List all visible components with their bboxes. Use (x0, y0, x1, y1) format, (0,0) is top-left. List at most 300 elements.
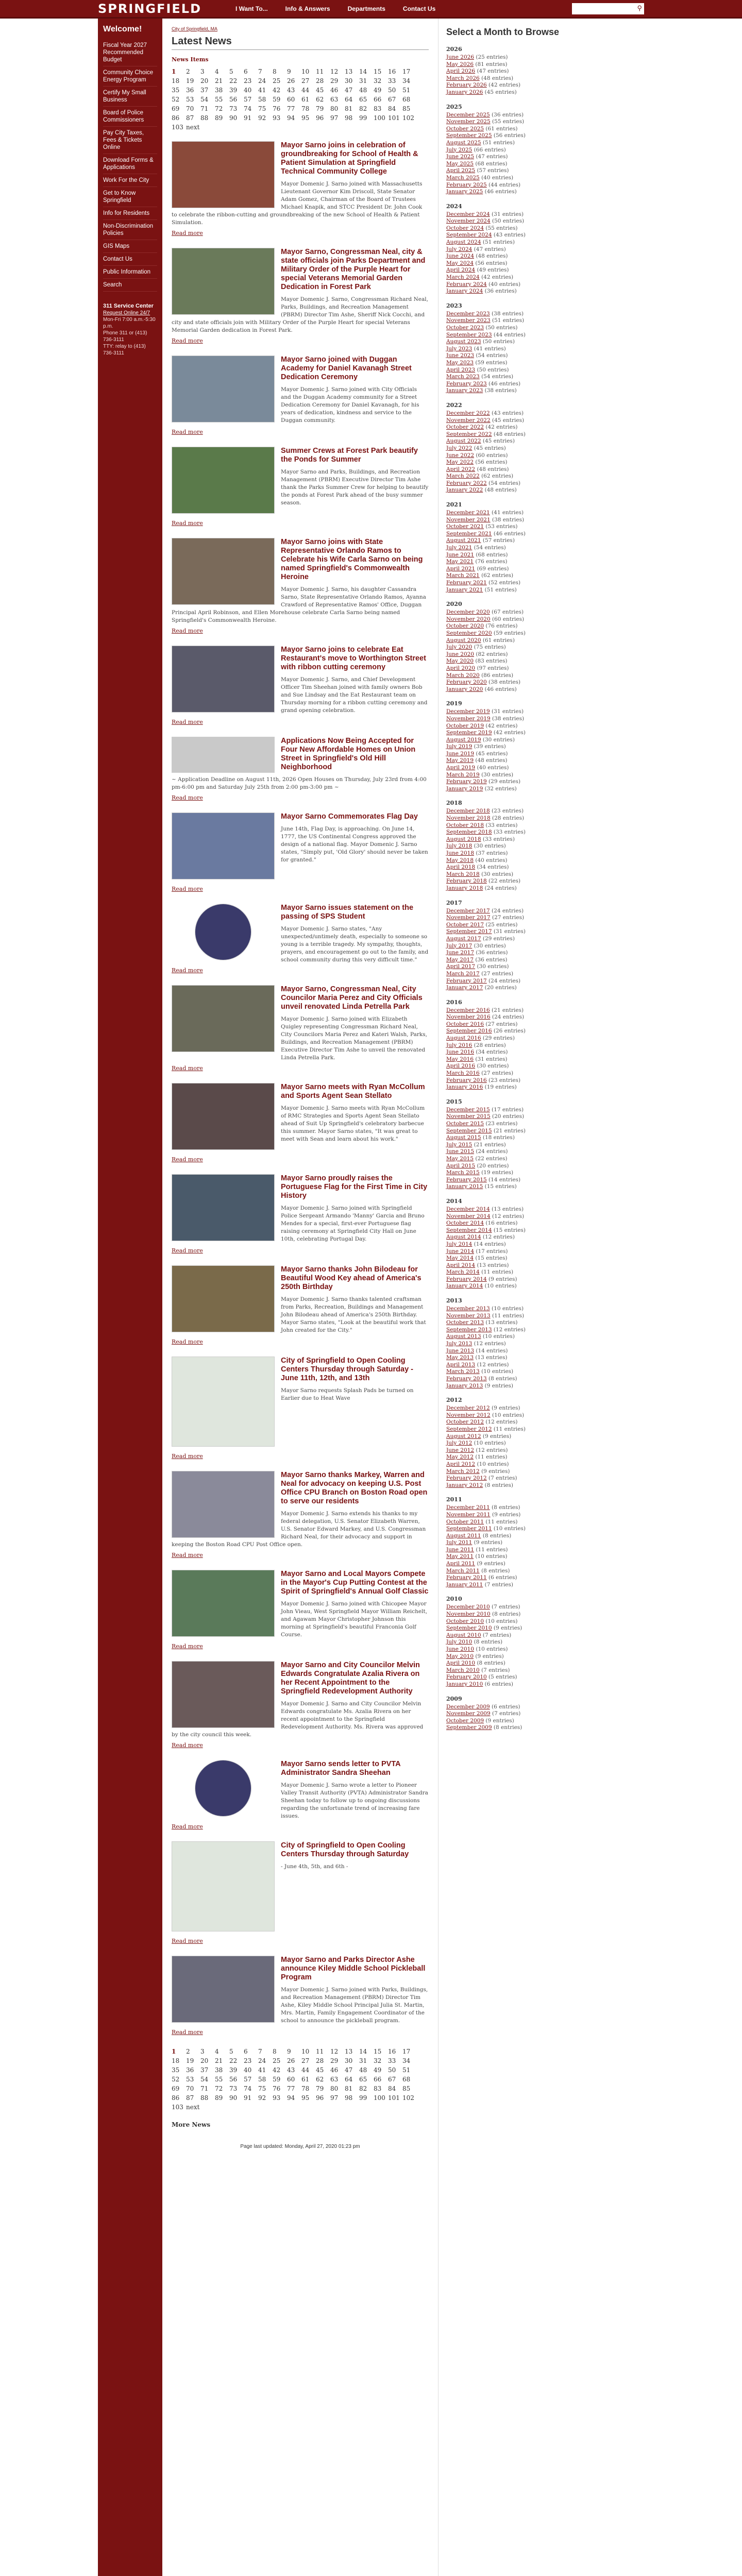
page-number[interactable]: 9 (287, 68, 291, 75)
archive-month-link[interactable]: January 2021 (446, 586, 483, 593)
archive-month-link[interactable]: February 2011 (446, 1574, 487, 1581)
page-number[interactable]: 27 (301, 77, 310, 84)
news-title-link[interactable]: Mayor Sarno proudly raises the Portuguese Flag for the First Time in City History (281, 1174, 428, 1200)
page-link[interactable] (402, 2065, 417, 2075)
page-link[interactable] (244, 104, 258, 113)
page-link[interactable] (287, 2047, 301, 2056)
archive-month-link[interactable]: January 2026 (446, 89, 483, 95)
archive-month-link[interactable]: November 2021 (446, 516, 491, 523)
archive-month-link[interactable]: February 2020 (446, 679, 487, 686)
archive-month-link[interactable]: June 2018 (446, 850, 475, 856)
archive-month-link[interactable]: March 2010 (446, 1667, 480, 1673)
page-number[interactable]: 13 (345, 2048, 353, 2055)
page-number[interactable]: 13 (345, 68, 353, 75)
page-number[interactable]: 67 (388, 96, 396, 103)
page-number[interactable]: 32 (374, 77, 382, 84)
page-link[interactable] (345, 113, 359, 123)
page-number[interactable]: 65 (359, 2076, 367, 2083)
news-title-link[interactable]: Applications Now Being Accepted for Four New Affordable Homes on Union Street in Springfield's Old Hill Neighborhood (281, 737, 416, 771)
archive-month-link[interactable]: August 2023 (446, 338, 481, 345)
page-number[interactable]: 40 (244, 87, 252, 94)
page-number[interactable]: 34 (402, 77, 411, 84)
archive-month-link[interactable]: May 2017 (446, 956, 474, 963)
page-link[interactable] (287, 2093, 301, 2103)
read-more-link[interactable]: Read more (172, 1156, 203, 1163)
search-icon[interactable]: ⚲ (637, 5, 642, 12)
archive-month-link[interactable]: July 2011 (446, 1539, 473, 1546)
page-link[interactable] (258, 2047, 273, 2056)
page-number[interactable]: 97 (330, 114, 339, 122)
archive-month-link[interactable]: March 2020 (446, 672, 480, 679)
page-number[interactable]: 62 (316, 2076, 324, 2083)
page-link[interactable] (244, 2056, 258, 2065)
page-number[interactable]: 7 (258, 2048, 262, 2055)
archive-month-link[interactable]: January 2011 (446, 1581, 483, 1588)
search-input[interactable] (572, 3, 644, 14)
archive-month-link[interactable]: June 2025 (446, 154, 475, 160)
archive-month-link[interactable]: January 2016 (446, 1084, 483, 1091)
archive-month-link[interactable]: April 2020 (446, 665, 476, 671)
page-number[interactable]: 86 (172, 2094, 180, 2102)
page-link[interactable] (287, 113, 301, 123)
archive-month-link[interactable]: December 2014 (446, 1206, 490, 1212)
page-link[interactable] (316, 2084, 330, 2093)
page-number[interactable]: 96 (316, 114, 324, 122)
page-link[interactable] (229, 67, 244, 76)
page-number[interactable]: 93 (273, 114, 281, 122)
archive-month-link[interactable]: March 2013 (446, 1368, 480, 1375)
page-link[interactable] (200, 2084, 215, 2093)
archive-month-link[interactable]: December 2021 (446, 510, 490, 516)
page-number[interactable]: 2 (186, 2048, 190, 2055)
page-link[interactable] (359, 86, 374, 95)
archive-month-link[interactable]: April 2023 (446, 366, 476, 373)
news-title-link[interactable]: Mayor Sarno, Congressman Neal, City Councilor Maria Perez and City Officials unveil renovated Linda Petrella Park (281, 985, 423, 1011)
archive-month-link[interactable]: January 2024 (446, 288, 483, 295)
page-link[interactable] (330, 2047, 345, 2056)
news-title-link[interactable]: Mayor Sarno and Parks Director Ashe announce Kiley Middle School Pickleball Program (281, 1956, 426, 1981)
page-link[interactable] (330, 113, 345, 123)
page-link[interactable] (402, 104, 417, 113)
page-number[interactable]: 47 (345, 87, 353, 94)
archive-month-link[interactable]: May 2016 (446, 1056, 474, 1062)
page-number[interactable]: 43 (287, 2066, 295, 2074)
archive-month-link[interactable]: January 2010 (446, 1681, 483, 1687)
archive-month-link[interactable]: November 2009 (446, 1710, 491, 1717)
page-number[interactable]: 82 (359, 2085, 367, 2092)
page-link[interactable] (330, 2056, 345, 2065)
page-number[interactable]: 10 (301, 68, 310, 75)
page-link[interactable] (316, 2056, 330, 2065)
page-number[interactable]: 7 (258, 68, 262, 75)
page-number[interactable]: 80 (330, 2085, 339, 2092)
sidebar-item-link[interactable]: Certify My Small Business (103, 87, 157, 107)
page-number[interactable]: 81 (345, 2085, 353, 2092)
read-more-link[interactable]: Read more (172, 230, 203, 236)
page-link[interactable] (273, 2047, 287, 2056)
page-link[interactable] (273, 2065, 287, 2075)
page-link[interactable] (258, 67, 273, 76)
page-link[interactable] (229, 2084, 244, 2093)
request-online-link[interactable]: Request Online 24/7 (103, 310, 150, 316)
archive-month-link[interactable]: November 2025 (446, 118, 491, 125)
archive-month-link[interactable]: September 2025 (446, 132, 492, 139)
archive-month-link[interactable]: July 2025 (446, 146, 473, 153)
archive-month-link[interactable]: March 2026 (446, 75, 480, 81)
page-number[interactable]: 16 (388, 68, 396, 75)
page-number[interactable]: 94 (287, 114, 295, 122)
page-link[interactable] (388, 113, 402, 123)
sidebar-item-link[interactable]: Fiscal Year 2027 Recommended Budget (103, 39, 157, 66)
page-number[interactable]: 45 (316, 2066, 324, 2074)
page-link[interactable] (287, 2056, 301, 2065)
page-link[interactable] (316, 2075, 330, 2084)
archive-month-link[interactable]: May 2018 (446, 857, 474, 863)
archive-month-link[interactable]: September 2015 (446, 1127, 492, 1134)
news-thumbnail[interactable] (172, 985, 275, 1052)
page-number[interactable]: 12 (330, 2048, 339, 2055)
archive-month-link[interactable]: May 2011 (446, 1553, 474, 1560)
page-number[interactable]: 24 (258, 77, 266, 84)
page-number[interactable]: 84 (388, 105, 396, 112)
page-number[interactable]: 21 (215, 2057, 223, 2064)
page-link[interactable] (215, 2084, 229, 2093)
archive-month-link[interactable]: March 2025 (446, 174, 480, 181)
page-link[interactable] (258, 2065, 273, 2075)
page-number[interactable]: 49 (374, 2066, 382, 2074)
page-link[interactable] (287, 2075, 301, 2084)
page-number[interactable]: 98 (345, 114, 353, 122)
archive-month-link[interactable]: June 2017 (446, 950, 475, 956)
news-title-link[interactable]: Mayor Sarno and City Councilor Melvin Edwards Congratulate Azalia Rivera on her Recent Appointment to the Springfield Redevelopment Authority (281, 1661, 420, 1696)
page-link[interactable] (287, 67, 301, 76)
page-link[interactable] (287, 95, 301, 104)
page-number[interactable]: 56 (229, 2076, 238, 2083)
page-number[interactable]: 99 (359, 114, 367, 122)
archive-month-link[interactable]: March 2011 (446, 1567, 480, 1574)
page-number[interactable]: 68 (402, 2076, 411, 2083)
page-link[interactable] (172, 95, 186, 104)
archive-month-link[interactable]: April 2014 (446, 1262, 476, 1268)
page-link[interactable] (229, 113, 244, 123)
page-number[interactable]: 91 (244, 114, 252, 122)
page-link[interactable] (186, 2093, 200, 2103)
archive-month-link[interactable]: November 2019 (446, 715, 491, 722)
page-number[interactable]: 91 (244, 2094, 252, 2102)
page-link[interactable] (215, 2047, 229, 2056)
page-number[interactable]: 23 (244, 77, 252, 84)
news-title-link[interactable]: City of Springfield to Open Cooling Centers Thursday through Saturday - June 11th, 12th, and 13th (281, 1357, 414, 1382)
page-link[interactable] (200, 2047, 215, 2056)
read-more-link[interactable]: Read more (172, 1823, 203, 1830)
page-number[interactable]: 52 (172, 2076, 180, 2083)
page-link[interactable] (374, 104, 388, 113)
page-number[interactable]: 46 (330, 87, 339, 94)
archive-month-link[interactable]: September 2019 (446, 730, 492, 736)
topnav-item[interactable]: Departments (347, 5, 385, 12)
archive-month-link[interactable]: December 2022 (446, 410, 490, 416)
archive-month-link[interactable]: August 2018 (446, 836, 481, 842)
page-number[interactable]: 86 (172, 114, 180, 122)
news-thumbnail[interactable] (172, 538, 275, 605)
page-number[interactable]: 43 (287, 87, 295, 94)
news-thumbnail[interactable] (172, 355, 275, 422)
page-number[interactable]: 4 (215, 2048, 219, 2055)
read-more-link[interactable]: Read more (172, 1338, 203, 1345)
page-number[interactable]: 79 (316, 105, 324, 112)
page-link[interactable] (388, 2075, 402, 2084)
page-link[interactable] (359, 2093, 374, 2103)
page-number[interactable]: 79 (316, 2085, 324, 2092)
archive-month-link[interactable]: October 2018 (446, 822, 484, 828)
page-number[interactable]: 17 (402, 2048, 411, 2055)
archive-month-link[interactable]: August 2022 (446, 438, 481, 445)
archive-month-link[interactable]: September 2012 (446, 1426, 492, 1432)
archive-month-link[interactable]: August 2020 (446, 637, 481, 643)
page-link[interactable] (258, 95, 273, 104)
archive-month-link[interactable]: December 2012 (446, 1405, 490, 1412)
page-link[interactable] (273, 104, 287, 113)
page-link[interactable] (388, 2093, 402, 2103)
page-number[interactable]: 81 (345, 105, 353, 112)
page-link[interactable] (172, 2093, 186, 2103)
news-thumbnail[interactable] (172, 1174, 275, 1241)
page-link[interactable] (301, 2056, 316, 2065)
page-number[interactable]: 97 (330, 2094, 339, 2102)
archive-month-link[interactable]: December 2010 (446, 1604, 490, 1611)
page-number[interactable]: 3 (200, 68, 205, 75)
archive-month-link[interactable]: October 2023 (446, 325, 484, 331)
archive-month-link[interactable]: May 2012 (446, 1454, 474, 1461)
page-number[interactable]: 80 (330, 105, 339, 112)
archive-month-link[interactable]: November 2014 (446, 1213, 491, 1219)
archive-month-link[interactable]: October 2016 (446, 1021, 484, 1027)
page-link[interactable] (215, 95, 229, 104)
page-link[interactable] (374, 76, 388, 86)
news-thumbnail[interactable] (172, 248, 275, 315)
archive-month-link[interactable]: September 2013 (446, 1326, 492, 1333)
archive-month-link[interactable]: October 2025 (446, 125, 484, 132)
news-title-link[interactable]: City of Springfield to Open Cooling Centers Thursday through Saturday (281, 1841, 409, 1858)
page-link[interactable] (301, 2084, 316, 2093)
page-link[interactable] (215, 67, 229, 76)
archive-month-link[interactable]: July 2013 (446, 1341, 473, 1347)
archive-month-link[interactable]: April 2026 (446, 68, 476, 75)
sidebar-item-link[interactable]: Public Information (103, 266, 157, 279)
archive-month-link[interactable]: September 2016 (446, 1028, 492, 1035)
archive-month-link[interactable]: August 2019 (446, 736, 481, 743)
page-link[interactable] (301, 104, 316, 113)
page-link[interactable] (258, 113, 273, 123)
page-link[interactable] (374, 2047, 388, 2056)
archive-month-link[interactable]: April 2022 (446, 466, 476, 472)
archive-month-link[interactable]: October 2017 (446, 921, 484, 928)
archive-month-link[interactable]: May 2024 (446, 260, 474, 266)
page-number[interactable]: 8 (273, 68, 277, 75)
archive-month-link[interactable]: June 2011 (446, 1546, 475, 1553)
news-title-link[interactable]: Mayor Sarno thanks John Bilodeau for Beautiful Wood Key ahead of America's 250th Birthday (281, 1265, 421, 1291)
page-number[interactable]: 38 (215, 87, 223, 94)
news-thumbnail[interactable] (172, 1661, 275, 1728)
page-number[interactable]: 100 (374, 114, 385, 122)
news-title-link[interactable]: Mayor Sarno joins with State Representative Orlando Ramos to Celebrate his Wife Carla Sarno on being named Springfield's Commonwealth Heroine (281, 538, 423, 581)
page-link[interactable] (215, 86, 229, 95)
read-more-link[interactable]: Read more (172, 886, 203, 892)
page-link[interactable] (330, 76, 345, 86)
page-number[interactable]: 56 (229, 96, 238, 103)
page-link[interactable] (200, 104, 215, 113)
sidebar-item-link[interactable]: Search (103, 279, 157, 292)
archive-month-link[interactable]: June 2010 (446, 1646, 475, 1652)
page-link[interactable] (172, 2065, 186, 2075)
sidebar-item-link[interactable]: Download Forms & Applications (103, 154, 157, 174)
page-link[interactable] (258, 2093, 273, 2103)
page-number[interactable]: 66 (374, 2076, 382, 2083)
sidebar-item-link[interactable]: Board of Police Commissioners (103, 107, 157, 127)
page-link[interactable] (388, 86, 402, 95)
page-link[interactable] (229, 2047, 244, 2056)
page-number[interactable]: 54 (200, 2076, 209, 2083)
page-number[interactable]: 16 (388, 2048, 396, 2055)
topnav-item[interactable]: Contact Us (402, 5, 436, 12)
page-link[interactable] (172, 67, 186, 76)
page-link[interactable] (316, 95, 330, 104)
page-link[interactable] (330, 2075, 345, 2084)
news-title-link[interactable]: Mayor Sarno issues statement on the passing of SPS Student (281, 904, 414, 921)
archive-month-link[interactable]: February 2021 (446, 580, 487, 586)
page-number[interactable]: 39 (229, 87, 238, 94)
page-number[interactable]: 6 (244, 2048, 248, 2055)
page-number[interactable]: 35 (172, 2066, 180, 2074)
news-thumbnail[interactable] (172, 1083, 275, 1150)
page-number[interactable]: 15 (374, 68, 382, 75)
archive-month-link[interactable]: June 2026 (446, 54, 475, 60)
page-link[interactable] (374, 113, 388, 123)
sidebar-item-link[interactable]: Info for Residents (103, 207, 157, 220)
archive-month-link[interactable]: July 2024 (446, 246, 473, 252)
page-number[interactable]: 84 (388, 2085, 396, 2092)
archive-month-link[interactable]: February 2013 (446, 1376, 487, 1382)
page-link[interactable] (186, 2103, 200, 2112)
archive-month-link[interactable]: November 2016 (446, 1014, 491, 1021)
page-link[interactable] (374, 2084, 388, 2093)
page-number[interactable]: 61 (301, 96, 310, 103)
page-link[interactable] (200, 86, 215, 95)
archive-month-link[interactable]: February 2016 (446, 1077, 487, 1083)
page-number[interactable]: 53 (186, 96, 194, 103)
page-number[interactable]: 77 (287, 105, 295, 112)
news-thumbnail[interactable] (172, 646, 275, 713)
archive-month-link[interactable]: February 2026 (446, 82, 487, 89)
page-number[interactable]: 44 (301, 2066, 310, 2074)
page-number[interactable]: 1 (172, 2048, 176, 2055)
page-link[interactable] (345, 2084, 359, 2093)
archive-month-link[interactable]: April 2013 (446, 1361, 476, 1368)
page-number[interactable]: 11 (316, 2048, 324, 2055)
page-link[interactable] (229, 95, 244, 104)
page-number[interactable]: 47 (345, 2066, 353, 2074)
archive-month-link[interactable]: January 2014 (446, 1283, 483, 1290)
page-link[interactable] (301, 2075, 316, 2084)
page-number[interactable]: 21 (215, 77, 223, 84)
page-number[interactable]: 28 (316, 2057, 324, 2064)
page-number[interactable]: 12 (330, 68, 339, 75)
news-thumbnail[interactable] (172, 1265, 275, 1332)
page-number[interactable]: 54 (200, 96, 209, 103)
page-number[interactable]: next (186, 2104, 200, 2111)
archive-month-link[interactable]: February 2022 (446, 480, 487, 486)
archive-month-link[interactable]: August 2016 (446, 1035, 481, 1042)
page-link[interactable] (388, 67, 402, 76)
archive-month-link[interactable]: November 2015 (446, 1113, 491, 1120)
archive-month-link[interactable]: May 2010 (446, 1653, 474, 1659)
page-number[interactable]: 78 (301, 105, 310, 112)
page-link[interactable] (229, 2075, 244, 2084)
archive-month-link[interactable]: January 2018 (446, 885, 483, 891)
sidebar-item-link[interactable]: Non-Discrimination Policies (103, 220, 157, 240)
archive-month-link[interactable]: October 2021 (446, 523, 484, 530)
page-number[interactable]: 51 (402, 87, 411, 94)
page-link[interactable] (345, 67, 359, 76)
page-link[interactable] (186, 2075, 200, 2084)
page-number[interactable]: 74 (244, 2085, 252, 2092)
archive-month-link[interactable]: July 2023 (446, 345, 473, 352)
page-number[interactable]: 59 (273, 2076, 281, 2083)
archive-month-link[interactable]: October 2020 (446, 623, 484, 630)
page-link[interactable] (258, 104, 273, 113)
page-number[interactable]: 22 (229, 77, 238, 84)
page-link[interactable] (402, 2056, 417, 2065)
page-number[interactable]: 77 (287, 2085, 295, 2092)
page-link[interactable] (172, 2075, 186, 2084)
page-link[interactable] (229, 2065, 244, 2075)
page-link[interactable] (186, 113, 200, 123)
archive-month-link[interactable]: May 2022 (446, 459, 474, 466)
page-link[interactable] (215, 2093, 229, 2103)
page-number[interactable]: 48 (359, 2066, 367, 2074)
archive-month-link[interactable]: October 2022 (446, 424, 484, 431)
page-link[interactable] (186, 2065, 200, 2075)
page-link[interactable] (301, 95, 316, 104)
page-number[interactable]: 74 (244, 105, 252, 112)
page-number[interactable]: 17 (402, 68, 411, 75)
archive-month-link[interactable]: March 2022 (446, 473, 480, 480)
archive-month-link[interactable]: July 2015 (446, 1141, 473, 1148)
page-link[interactable] (229, 2056, 244, 2065)
page-number[interactable]: 57 (244, 2076, 252, 2083)
page-link[interactable] (258, 86, 273, 95)
page-number[interactable]: 42 (273, 87, 281, 94)
page-number[interactable]: 69 (172, 2085, 180, 2092)
page-link[interactable] (359, 2084, 374, 2093)
news-title-link[interactable]: Mayor Sarno sends letter to PVTA Administrator Sandra Sheehan (281, 1760, 401, 1777)
archive-month-link[interactable]: May 2021 (446, 558, 474, 565)
archive-month-link[interactable]: June 2013 (446, 1347, 475, 1354)
archive-month-link[interactable]: August 2010 (446, 1632, 481, 1638)
archive-month-link[interactable]: August 2025 (446, 139, 481, 146)
news-thumbnail[interactable] (172, 1956, 275, 2023)
page-number[interactable]: 60 (287, 2076, 295, 2083)
page-link[interactable] (345, 76, 359, 86)
archive-month-link[interactable]: February 2017 (446, 977, 487, 984)
news-title-link[interactable]: Mayor Sarno joins to celebrate Eat Restaurant's move to Worthington Street with ribbon cutting ceremony (281, 646, 426, 671)
archive-month-link[interactable]: August 2017 (446, 935, 481, 942)
archive-month-link[interactable]: February 2019 (446, 778, 487, 785)
news-thumbnail[interactable] (172, 1570, 275, 1637)
page-number[interactable]: 58 (258, 96, 266, 103)
page-link[interactable] (244, 2047, 258, 2056)
page-number[interactable]: 92 (258, 114, 266, 122)
